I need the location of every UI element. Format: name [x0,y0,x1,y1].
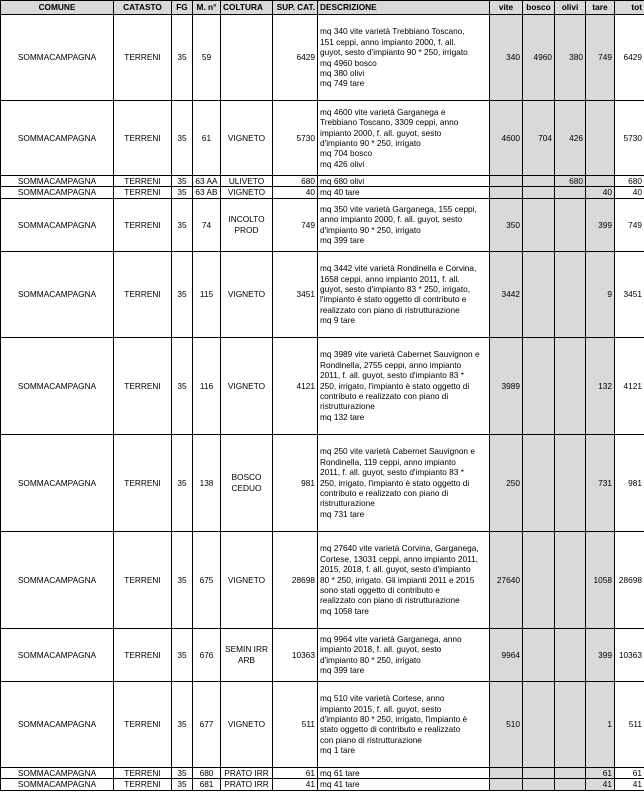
col-header-coltura: COLTURA [221,1,273,15]
cell-desc: mq 61 tare [318,767,490,778]
cell-fg: 35 [172,15,193,101]
cell-catasto: TERRENI [114,434,172,531]
col-header-tot: tot [615,1,644,15]
cell-comune: SOMMACAMPAGNA [1,628,114,681]
table-row [1,251,644,337]
cell-olivi [555,779,586,790]
table-row [1,176,644,187]
cell-tot: 41 [615,779,644,790]
cell-bosco [523,628,555,681]
cell-catasto: TERRENI [114,779,172,790]
table-row [1,434,644,531]
cell-mn: 74 [193,198,221,251]
col-header-fg: FG [172,1,193,15]
cell-bosco: 4960 [523,15,555,101]
cell-bosco [523,198,555,251]
cell-tare: 132 [586,337,615,434]
cell-tare: 1058 [586,531,615,628]
cell-desc: mq 27640 vite varietà Corvina, Garganega, Cortese, 13031 ceppi, anno impianto 2011, 2015, 2018, f. all. guyot, sesto d'impianto 80 * 250, irrigato. Gli impianti 2011 e 2015 sono stati oggetto di contributo e realizzato con piano di ristrutturazione mq 1058 tare [318,531,490,628]
col-header-desc: DESCRIZIONE [318,1,490,15]
cell-desc: mq 40 tare [318,187,490,198]
cell-tot: 3451 [615,251,644,337]
cell-comune: SOMMACAMPAGNA [1,434,114,531]
table-row [1,187,644,198]
table-row [1,15,644,101]
table-row [1,198,644,251]
cell-desc: mq 9964 vite varietà Garganega, anno impianto 2018, f. all. guyot, sesto d'impianto 80 * 250, irrigato mq 399 tare [318,628,490,681]
cell-vite: 340 [490,15,523,101]
cell-tare: 41 [586,779,615,790]
cell-bosco [523,337,555,434]
cell-olivi [555,531,586,628]
cell-mn: 63 AA [193,176,221,187]
cell-coltura: BOSCO CEDUO [221,434,273,531]
cell-olivi: 380 [555,15,586,101]
cell-coltura: VIGNETO [221,337,273,434]
cell-bosco [523,681,555,767]
cell-tot: 6429 [615,15,644,101]
cell-desc: mq 350 vite varietà Garganega, 155 ceppi, anno impianto 2000, f. all. guyot, sesto d'impianto 90 * 250, irrigato mq 399 tare [318,198,490,251]
cell-coltura: VIGNETO [221,681,273,767]
cell-mn: 676 [193,628,221,681]
table-row [1,101,644,176]
cell-sup: 41 [273,779,318,790]
cell-desc: mq 3989 vite varietà Cabernet Sauvignon e Rondinella, 2755 ceppi, anno impianto 2011, f. all. guyot, sesto d'impianto 83 * 250, irrigato, l'impianto è stato oggetto di contributo e realizzato con piano di ristrutturazione mq 132 tare [318,337,490,434]
cell-olivi [555,767,586,778]
cell-sup: 680 [273,176,318,187]
header-row [1,1,644,15]
cell-catasto: TERRENI [114,101,172,176]
cell-vite [490,187,523,198]
cell-sup: 749 [273,198,318,251]
cell-tot: 680 [615,176,644,187]
cell-tot: 981 [615,434,644,531]
cell-sup: 10363 [273,628,318,681]
cell-fg: 35 [172,531,193,628]
cell-fg: 35 [172,779,193,790]
col-header-bosco: bosco [523,1,555,15]
cell-vite [490,779,523,790]
col-header-olivi: olivi [555,1,586,15]
col-header-tare: tare [586,1,615,15]
cell-coltura [221,15,273,101]
cell-catasto: TERRENI [114,187,172,198]
cell-coltura: PRATO IRR [221,779,273,790]
cell-vite: 3989 [490,337,523,434]
cell-comune: SOMMACAMPAGNA [1,251,114,337]
cell-vite: 510 [490,681,523,767]
table-row [1,779,644,790]
cell-fg: 35 [172,101,193,176]
cell-vite: 250 [490,434,523,531]
cell-coltura: PRATO IRR [221,767,273,778]
cell-vite [490,767,523,778]
cell-mn: 115 [193,251,221,337]
cell-comune: SOMMACAMPAGNA [1,15,114,101]
cell-comune: SOMMACAMPAGNA [1,767,114,778]
table-body [1,15,644,791]
cell-vite [490,176,523,187]
cell-fg: 35 [172,767,193,778]
cell-desc: mq 250 vite varietà Cabernet Sauvignon e Rondinella, 119 ceppi, anno impianto 2011, f. all. guyot, sesto d'impianto 83 * 250, irrigato, l'impianto è stato oggetto di contributo e realizzato con piano di ristrutturazione mq 731 tare [318,434,490,531]
cell-fg: 35 [172,187,193,198]
cell-fg: 35 [172,628,193,681]
cell-bosco: 704 [523,101,555,176]
cell-tare: 1 [586,681,615,767]
cell-desc: mq 3442 vite varietà Rondinella e Corvina, 1658 ceppi, anno impianto 2011, f. all. guyot, sesto d'impianto 83 * 250, irrigato, l'impianto è stato oggetto di contributo e realizzato con piano di ristrutturazione mq 9 tare [318,251,490,337]
cell-coltura: INCOLTO PROD [221,198,273,251]
cell-comune: SOMMACAMPAGNA [1,337,114,434]
cell-tare [586,176,615,187]
cell-mn: 59 [193,15,221,101]
cell-bosco [523,176,555,187]
cell-fg: 35 [172,681,193,767]
cell-coltura: SEMIN IRR ARB [221,628,273,681]
cell-olivi [555,198,586,251]
col-header-comune: COMUNE [1,1,114,15]
cell-catasto: TERRENI [114,176,172,187]
cell-bosco [523,187,555,198]
cell-sup: 28698 [273,531,318,628]
cell-olivi [555,628,586,681]
cell-coltura: VIGNETO [221,251,273,337]
cell-tare: 40 [586,187,615,198]
cell-mn: 61 [193,101,221,176]
col-header-sup: SUP. CAT. [273,1,318,15]
table-row [1,531,644,628]
cell-mn: 681 [193,779,221,790]
cell-sup: 6429 [273,15,318,101]
cell-comune: SOMMACAMPAGNA [1,779,114,790]
cell-desc: mq 340 vite varietà Trebbiano Toscano, 151 ceppi, anno impianto 2000, f. all. guyot, sesto d'impianto 90 * 250, irrigato mq 4960 bosco mq 380 olivi mq 749 tare [318,15,490,101]
cell-sup: 5730 [273,101,318,176]
cell-tot: 40 [615,187,644,198]
cell-tare: 399 [586,198,615,251]
cell-olivi [555,187,586,198]
cell-catasto: TERRENI [114,337,172,434]
cell-olivi [555,681,586,767]
cell-sup: 61 [273,767,318,778]
cell-olivi [555,251,586,337]
cell-comune: SOMMACAMPAGNA [1,187,114,198]
cell-mn: 675 [193,531,221,628]
cell-tot: 4121 [615,337,644,434]
cell-comune: SOMMACAMPAGNA [1,101,114,176]
table-row [1,628,644,681]
table-row [1,337,644,434]
cell-tare [586,101,615,176]
cell-vite: 9964 [490,628,523,681]
cell-coltura: VIGNETO [221,101,273,176]
table-row [1,681,644,767]
cell-coltura: VIGNETO [221,187,273,198]
cell-comune: SOMMACAMPAGNA [1,531,114,628]
cell-olivi: 680 [555,176,586,187]
cell-catasto: TERRENI [114,767,172,778]
cell-tare: 399 [586,628,615,681]
cell-catasto: TERRENI [114,628,172,681]
cell-tot: 61 [615,767,644,778]
cell-fg: 35 [172,176,193,187]
cell-sup: 3451 [273,251,318,337]
cell-desc: mq 680 olivi [318,176,490,187]
cell-bosco [523,251,555,337]
cell-vite: 350 [490,198,523,251]
cell-vite: 4600 [490,101,523,176]
cell-desc: mq 510 vite varietà Cortese, anno impianto 2015, f. all. guyot, sesto d'impianto 80 * 250, irrigato, l'impianto è stato oggetto di contributo e realizzato con piano di ristrutturazione mq 1 tare [318,681,490,767]
cell-catasto: TERRENI [114,198,172,251]
cell-coltura: ULIVETO [221,176,273,187]
cell-mn: 116 [193,337,221,434]
cell-mn: 680 [193,767,221,778]
col-header-vite: vite [490,1,523,15]
cell-sup: 981 [273,434,318,531]
cell-tot: 511 [615,681,644,767]
col-header-mn: M. n° [193,1,221,15]
table-row [1,767,644,778]
cell-bosco [523,779,555,790]
cell-olivi [555,337,586,434]
cell-tare: 749 [586,15,615,101]
cell-tare: 731 [586,434,615,531]
cell-sup: 40 [273,187,318,198]
cell-tot: 10363 [615,628,644,681]
cell-catasto: TERRENI [114,15,172,101]
cell-fg: 35 [172,337,193,434]
cell-coltura: VIGNETO [221,531,273,628]
cell-fg: 35 [172,198,193,251]
cell-fg: 35 [172,251,193,337]
cell-tot: 5730 [615,101,644,176]
cell-olivi: 426 [555,101,586,176]
cell-desc: mq 4600 vite varietà Garganega e Trebbiano Toscano, 3309 ceppi, anno impianto 2000, f. all. guyot, sesto d'impianto 90 * 250, irrigato mq 704 bosco mq 426 olivi [318,101,490,176]
cell-tare: 61 [586,767,615,778]
cell-catasto: TERRENI [114,681,172,767]
cell-mn: 677 [193,681,221,767]
cell-comune: SOMMACAMPAGNA [1,681,114,767]
cell-mn: 138 [193,434,221,531]
col-header-catasto: CATASTO [114,1,172,15]
cell-catasto: TERRENI [114,531,172,628]
cell-sup: 511 [273,681,318,767]
cell-fg: 35 [172,434,193,531]
cell-mn: 63 AB [193,187,221,198]
cell-bosco [523,767,555,778]
cell-bosco [523,434,555,531]
cell-comune: SOMMACAMPAGNA [1,176,114,187]
cell-comune: SOMMACAMPAGNA [1,198,114,251]
cell-tot: 28698 [615,531,644,628]
cell-desc: mq 41 tare [318,779,490,790]
cell-tot: 749 [615,198,644,251]
cell-bosco [523,531,555,628]
cell-catasto: TERRENI [114,251,172,337]
cell-vite: 27640 [490,531,523,628]
cell-tare: 9 [586,251,615,337]
cell-vite: 3442 [490,251,523,337]
cell-olivi [555,434,586,531]
cell-sup: 4121 [273,337,318,434]
